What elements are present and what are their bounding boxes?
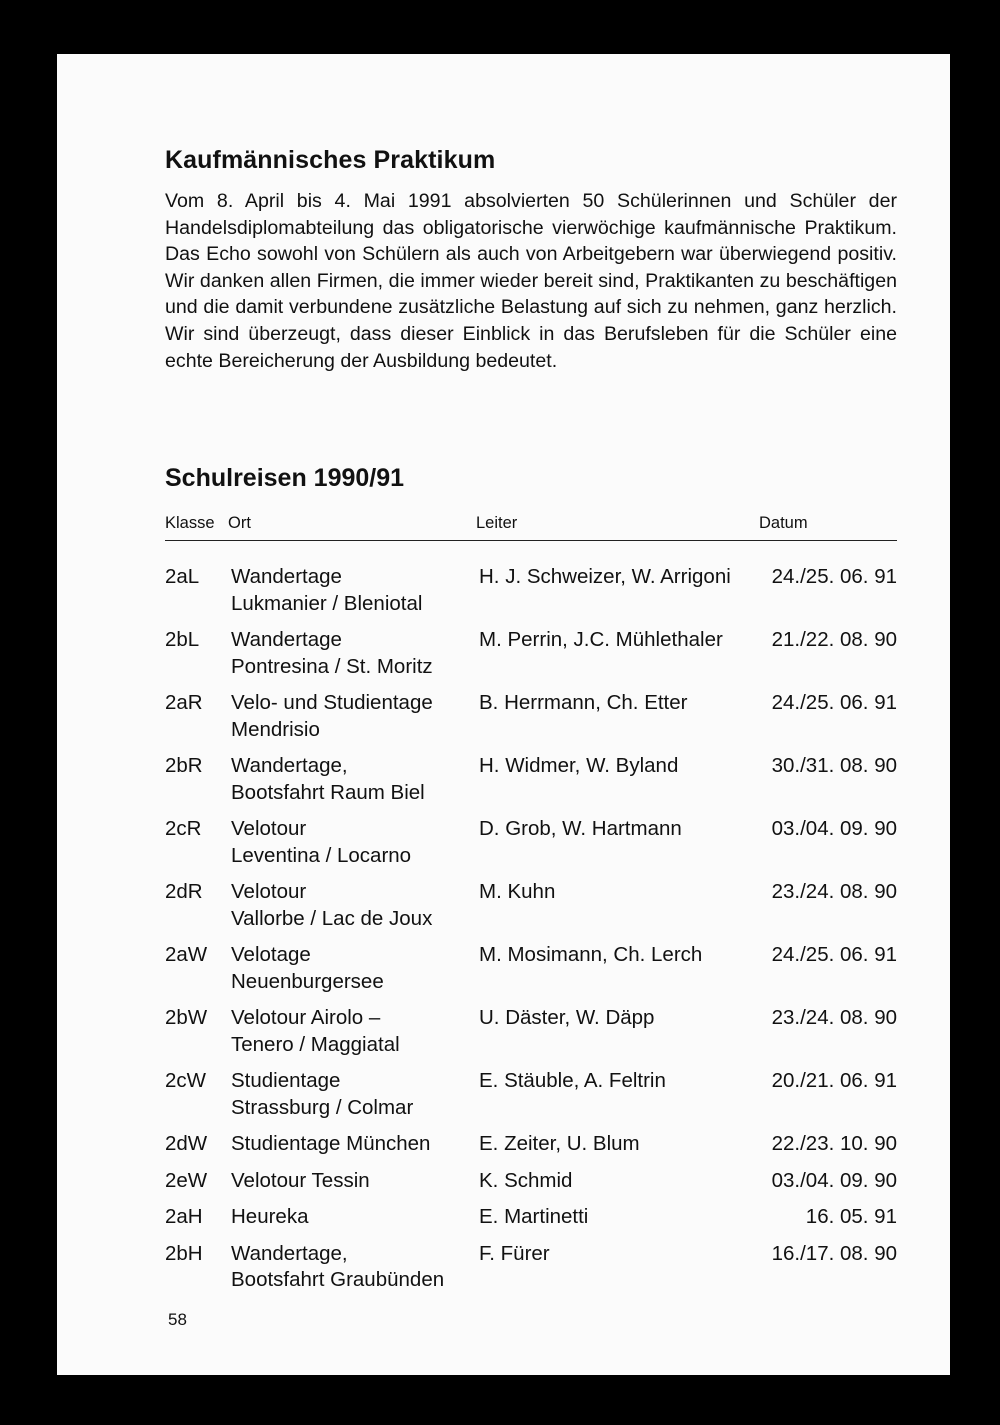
cell-leiter: M. Mosimann, Ch. Lerch xyxy=(479,943,703,966)
cell-leiter: E. Stäuble, A. Feltrin xyxy=(479,1069,666,1092)
table-row xyxy=(165,564,897,617)
heading-kaufmaennisches-praktikum: Kaufmännisches Praktikum xyxy=(165,146,496,174)
cell-datum: 30./31. 08. 90 xyxy=(771,754,897,777)
cell-ort: Studientage München xyxy=(231,1132,431,1155)
cell-datum: 24./25. 06. 91 xyxy=(771,565,897,588)
cell-klasse: 2bR xyxy=(165,754,203,777)
table-row xyxy=(165,1204,897,1231)
cell-datum: 16. 05. 91 xyxy=(805,1205,897,1228)
cell-klasse: 2aR xyxy=(165,691,203,714)
cell-ort: Velotage Neuenburgersee xyxy=(231,943,384,993)
cell-leiter: K. Schmid xyxy=(479,1168,573,1192)
cell-ort: Wandertage, Bootsfahrt Graubünden xyxy=(231,1241,445,1291)
cell-datum: 23./24. 08. 90 xyxy=(771,880,897,903)
table-row xyxy=(165,690,897,743)
cell-klasse: 2bL xyxy=(165,628,200,651)
cell-datum: 20./21. 06. 91 xyxy=(771,1069,897,1092)
cell-klasse: 2eW xyxy=(165,1168,208,1192)
cell-ort: Velotour Airolo – Tenero / Maggiatal xyxy=(231,1006,400,1056)
cell-datum: 22./23. 10. 90 xyxy=(771,1132,897,1155)
cell-ort: Studientage Strassburg / Colmar xyxy=(231,1069,414,1119)
cell-leiter: E. Martinetti xyxy=(479,1205,589,1228)
cell-ort: Velotour Tessin xyxy=(231,1168,370,1192)
cell-ort: Heureka xyxy=(231,1205,309,1228)
column-header-leiter: Leiter xyxy=(476,514,518,532)
cell-klasse: 2aW xyxy=(165,943,208,966)
cell-datum: 24./25. 06. 91 xyxy=(771,691,897,714)
column-header-datum: Datum xyxy=(759,514,808,532)
cell-ort: Wandertage Lukmanier / Bleniotal xyxy=(231,565,423,615)
table-row xyxy=(165,1241,897,1294)
cell-ort: Wandertage Pontresina / St. Moritz xyxy=(231,628,433,678)
cell-leiter: E. Zeiter, U. Blum xyxy=(479,1132,640,1155)
cell-leiter: H. J. Schweizer, W. Arrigoni xyxy=(479,565,731,588)
table-row xyxy=(165,879,897,932)
cell-klasse: 2aH xyxy=(165,1205,203,1228)
cell-leiter: M. Perrin, J.C. Mühlethaler xyxy=(479,628,723,651)
cell-ort: Velotour Vallorbe / Lac de Joux xyxy=(231,880,433,930)
table-row xyxy=(165,1005,897,1058)
cell-datum: 23./24. 08. 90 xyxy=(771,1006,897,1029)
heading-schulreisen: Schulreisen 1990/91 xyxy=(165,464,405,492)
cell-datum: 03./04. 09. 90 xyxy=(771,817,897,840)
cell-datum: 16./17. 08. 90 xyxy=(771,1241,897,1265)
cell-klasse: 2bH xyxy=(165,1241,203,1265)
column-header-ort: Ort xyxy=(228,514,251,532)
table-row xyxy=(165,627,897,680)
cell-datum: 24./25. 06. 91 xyxy=(771,943,897,966)
cell-klasse: 2bW xyxy=(165,1006,208,1029)
table-row xyxy=(165,1131,897,1158)
cell-leiter: F. Fürer xyxy=(479,1241,550,1265)
document-page xyxy=(57,54,950,1375)
table-row xyxy=(165,753,897,806)
page-number: 58 xyxy=(168,1310,187,1329)
cell-ort: Velo- und Studientage Mendrisio xyxy=(231,691,433,741)
cell-datum: 03./04. 09. 90 xyxy=(771,1168,897,1192)
cell-klasse: 2dR xyxy=(165,880,203,903)
praktikum-paragraph: Vom 8. April bis 4. Mai 1991 absolvierten 50 Schülerinnen und Schüler der Handelsdiplomabteilung das obligatorische vierwöchige kaufmännische Praktikum. Das Echo sowohl von Schülern als auch von Arbeitgebern war überwiegend positiv. Wir danken allen Firmen, die immer wieder bereit sind, Praktikanten zu beschäftigen und die damit verbundene zusätzliche Belastung auf sich zu nehmen, ganz herzlich. Wir sind überzeugt, dass dieser Einblick in das Berufsleben für die Schüler eine echte Bereicherung der Ausbildung bedeutet. xyxy=(165,190,897,372)
cell-ort: Velotour Leventina / Locarno xyxy=(231,817,412,867)
cell-leiter: M. Kuhn xyxy=(479,880,556,903)
table-row xyxy=(165,816,897,869)
table-row xyxy=(165,1168,897,1195)
cell-klasse: 2dW xyxy=(165,1132,208,1155)
cell-leiter: H. Widmer, W. Byland xyxy=(479,754,679,777)
table-header xyxy=(165,510,897,541)
schulreisen-table xyxy=(165,564,897,1304)
cell-klasse: 2aL xyxy=(165,565,200,588)
cell-klasse: 2cR xyxy=(165,817,202,840)
table-row xyxy=(165,1068,897,1121)
cell-leiter: U. Däster, W. Däpp xyxy=(479,1006,655,1029)
cell-klasse: 2cW xyxy=(165,1069,206,1092)
cell-leiter: B. Herrmann, Ch. Etter xyxy=(479,691,688,714)
cell-leiter: D. Grob, W. Hartmann xyxy=(479,817,682,840)
cell-datum: 21./22. 08. 90 xyxy=(771,628,897,651)
column-header-klasse: Klasse xyxy=(165,514,215,532)
cell-ort: Wandertage, Bootsfahrt Raum Biel xyxy=(231,754,425,804)
table-row xyxy=(165,942,897,995)
